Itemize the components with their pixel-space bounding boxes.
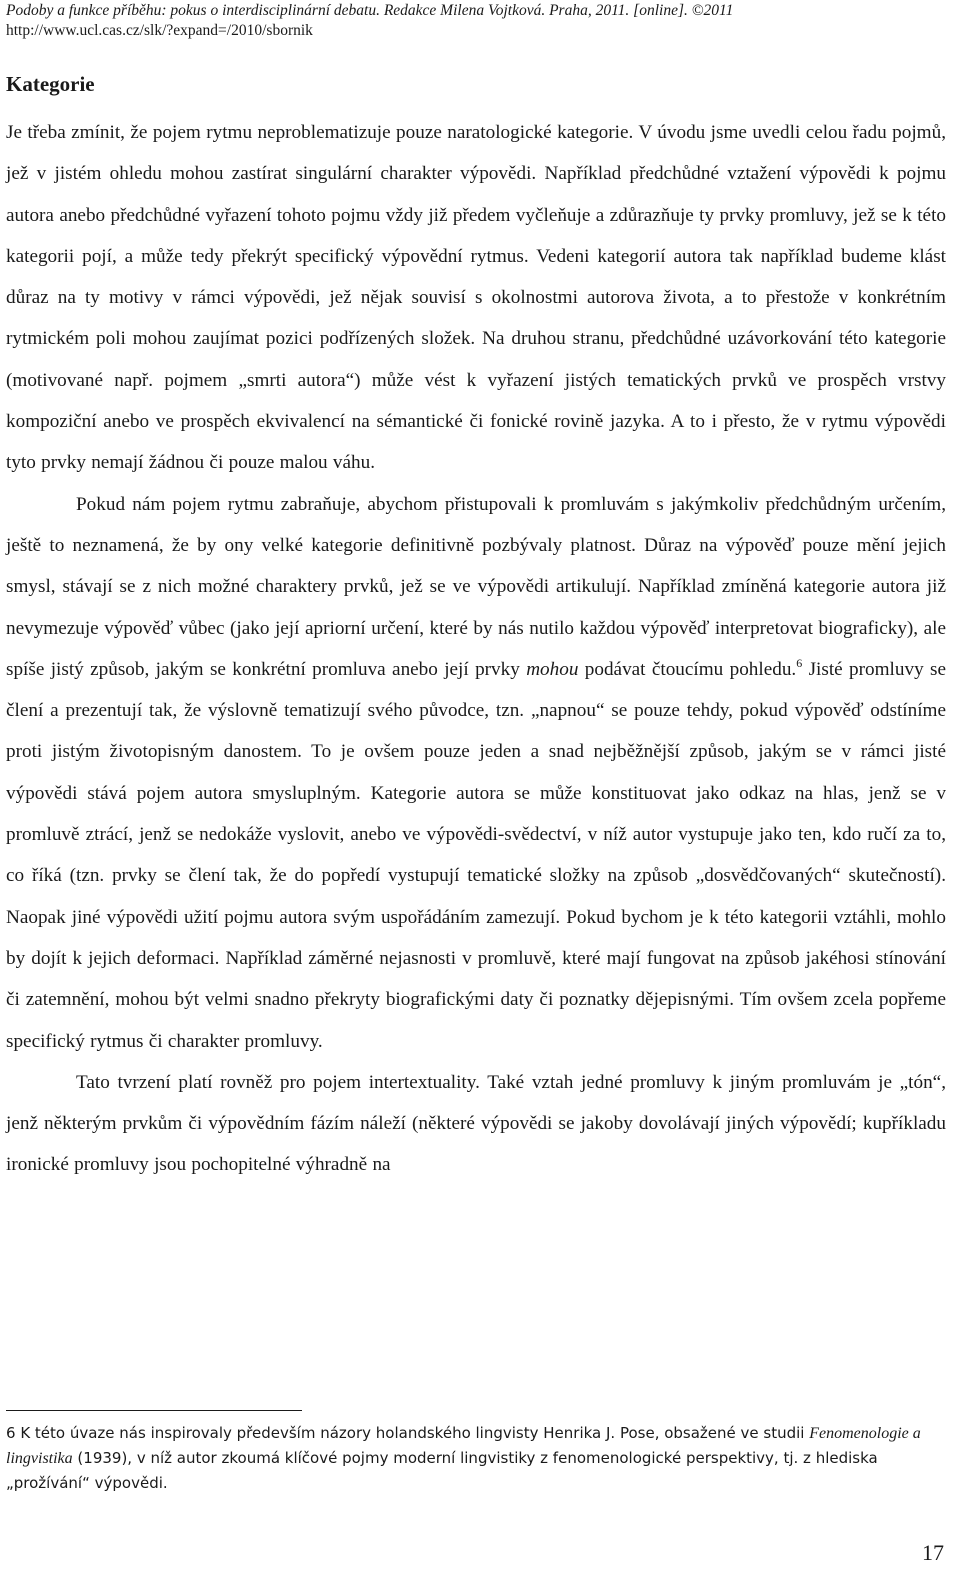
citation-line: Podoby a funkce příběhu: pokus o interdisciplinární debatu. Redakce Milena Vojtková. Praha, 2011. [online]. ©2011 [6, 2, 734, 19]
footnote-text-a: K této úvaze nás inspirovaly především názory holandského lingvisty Henrika J. Pose, obsažené ve studii [15, 1424, 810, 1442]
footnote [6, 1421, 946, 1496]
paragraph-1: Je třeba zmínit, že pojem rytmu neproblematizuje pouze naratologické kategorie. V úvodu jsme uvedli celou řadu pojmů, jež v jistém ohledu mohou zastírat singulární charakter výpovědi. Například předchůdné vztažení výpovědi k pojmu autora anebo předchůdné vyřazení tohoto pojmu vždy již předem vyčleňuje a zdůrazňuje ty prvky promluvy, jež se k této kategorii pojí, a může tedy překrýt specifický výpovědní rytmus. Vedeni kategorií autora tak například budeme klást důraz na ty motivy v rámci výpovědi, jež nějak souvisí s okolnostmi autorova života, a to přestože v konkrétním rytmickém poli mohou zaujímat pozici podřízených složek. Na druhou stranu, předchůdné uzávorkování této kategorie (motivované např. pojmem „smrti autora“) může vést k vyřazení jistých tematických prvků ve prospěch vrstvy kompoziční anebo ve prospěch ekvivalencí na sémantické či fonické rovině jazyka. A to i přesto, že v rytmu výpovědi tyto prvky nemají žádnou či pouze malou váhu. [6, 122, 946, 474]
paragraph-2-text-c: Jisté promluvy se člení a prezentují tak, že výslovně tematizují svého původce, tzn. „napnou“ se pouze tehdy, pokud výpověď odstíníme proti jistým životopisným danostem. To je ovšem pouze jeden a snad nejběžnější způsob, jakým se v rámci jisté výpovědi stává pojem autora smysluplným. Kategorie autora se může konstituovat jako odkaz na hlas, jenž se v promluvě ztrácí, jenž se nedokáže vyslovit, anebo ve výpovědi-svědectví, v níž autor vystupuje jako ten, kdo ručí za to, co říká (tzn. prvky se člení tak, že do popředí vystupují tematické složky na způsob „dosvědčovaných“ skutečností). Naopak jiné výpovědi užití pojmu autora svým uspořádáním zamezují. Pokud bychom je k této kategorii vztáhli, mohlo by dojít k jejich deformaci. Například záměrné nejasnosti v promluvě, které mají fungovat na způsob jakéhosi stínování či zatemnění, mohou být velmi snadno překryty biografickými daty či poznatky dějepisnými. Tím ovšem zcela popřeme specifický rytmus či charakter promluvy. [6, 658, 946, 1052]
section-title: Kategorie [6, 72, 95, 96]
footnote-text-b: (1939), v níž autor zkoumá klíčové pojmy moderní lingvistiky z fenomenologické perspektivy, tj. z hlediska „prožívání“ výpovědi. [6, 1449, 878, 1492]
footnote-number: 6 [6, 1424, 16, 1442]
emphasis: mohou [526, 658, 579, 680]
footnote-divider [6, 1410, 302, 1411]
paragraph-2-text-a: Pokud nám pojem rytmu zabraňuje, abychom přistupovali k promluvám s jakýmkoliv předchůdným určením, ještě to neznamená, že by ony velké kategorie definitivně pozbývaly platnost. Důraz na výpověď pouze mění jejich smysl, stávají se z nich možné charaktery prvků, jež se ve výpovědi artikulují. Například zmíněná kategorie autora již nevymezuje výpověď vůbec (jako její apriorní určení, které by nás nutilo každou výpověď interpretovat biograficky), ale spíše jistý způsob, jakým se konkrétní promluva anebo její prvky [6, 493, 946, 680]
paragraph-2 [6, 484, 946, 1062]
footnote-reference[interactable]: 6 [796, 655, 803, 670]
page-number: 17 [922, 1540, 944, 1565]
document-header [6, 1, 946, 41]
body-text [6, 112, 946, 1186]
paragraph-2-text-b: podávat čtoucímu pohledu. [578, 658, 797, 680]
source-url[interactable]: http://www.ucl.cas.cz/slk/?expand=/2010/sbornik [6, 22, 313, 39]
paragraph-3: Tato tvrzení platí rovněž pro pojem intertextuality. Také vztah jedné promluvy k jiným promluvám je „tón“, jenž některým prvkům či výpovědním fázím náleží (některé výpovědi se jakoby dovolávají jiných výpovědí; kupříkladu ironické promluvy jsou pochopitelné výhradně na [6, 1071, 946, 1176]
footnote-title: Fenomenologie a lingvistika [6, 1425, 921, 1467]
